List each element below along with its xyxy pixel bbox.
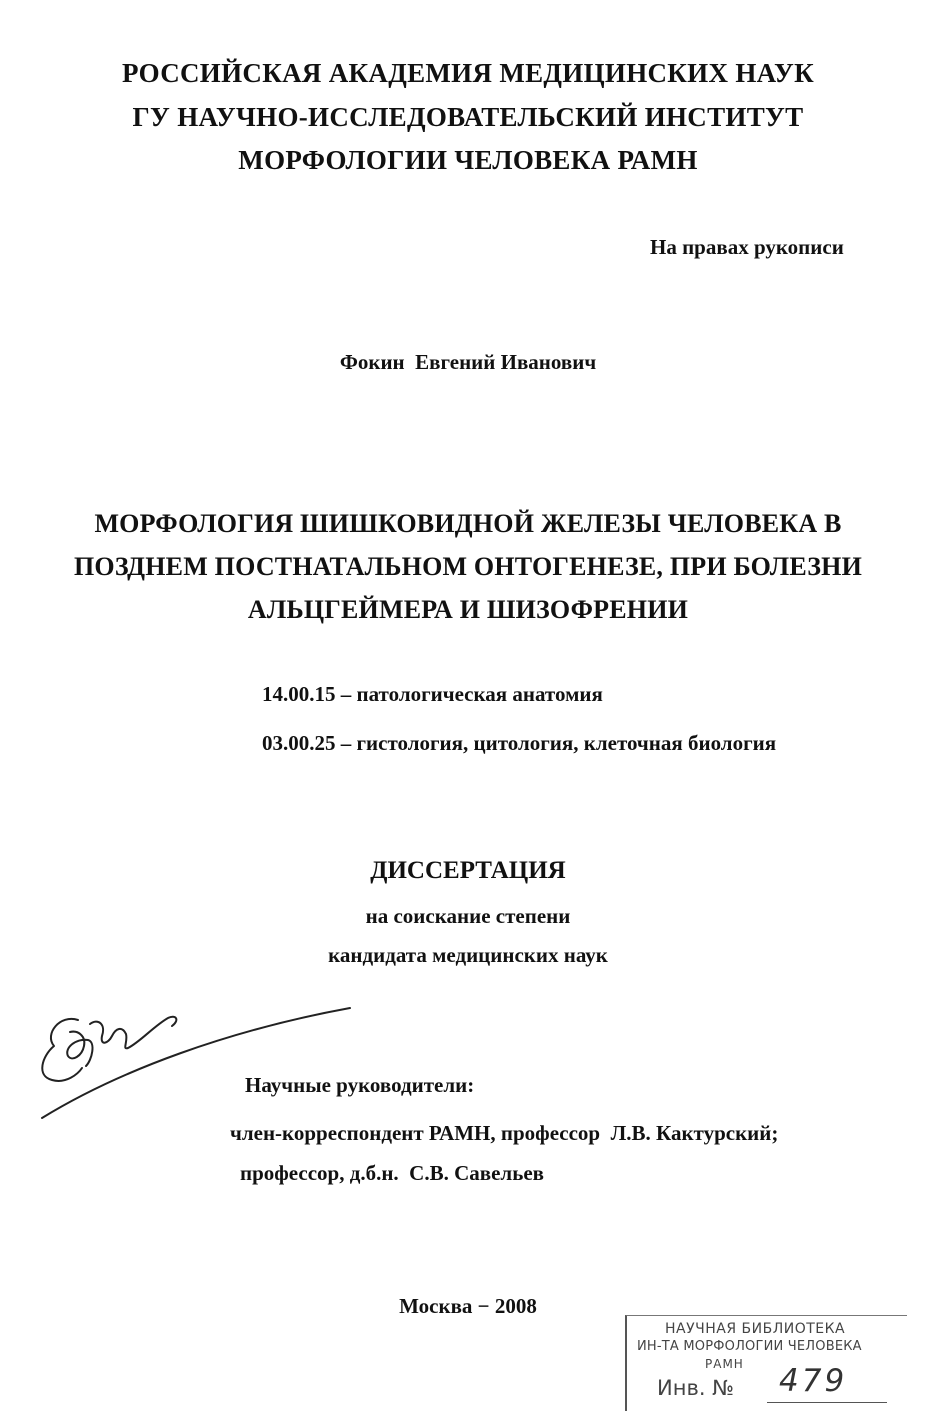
institution-line-3: МОРФОЛОГИИ ЧЕЛОВЕКА РАМН <box>238 145 698 175</box>
thesis-title-line-1: МОРФОЛОГИЯ ШИШКОВИДНОЙ ЖЕЛЕЗЫ ЧЕЛОВЕКА В <box>94 509 842 538</box>
document-type: ДИССЕРТАЦИЯ <box>370 857 566 884</box>
thesis-title-line-3: АЛЬЦГЕЙМЕРА И ШИЗОФРЕНИИ <box>247 595 689 624</box>
specialty-1: 14.00.15 – патологическая анатомия <box>262 682 603 706</box>
thesis-title-line-2: ПОЗДНЕМ ПОСТНАТАЛЬНОМ ОНТОГЕНЕЗЕ, ПРИ БОЛЕЗНИ <box>73 552 863 581</box>
library-stamp <box>625 1315 907 1411</box>
stamp-underline <box>767 1402 887 1403</box>
supervisors-heading: Научные руководители: <box>245 1073 475 1097</box>
place-year: Москва − 2008 <box>399 1294 537 1318</box>
institution-line-1: РОССИЙСКАЯ АКАДЕМИЯ МЕДИЦИНСКИХ НАУК <box>121 58 815 88</box>
stamp-line-2: ИН-ТА МОРФОЛОГИИ ЧЕЛОВЕКА <box>637 1339 862 1354</box>
specialty-2: 03.00.25 – гистология, цитология, клеточная биология <box>262 731 777 755</box>
degree-line-1: на соискание степени <box>365 904 571 928</box>
stamp-inventory-number: 479 <box>779 1363 848 1399</box>
stamp-line-3: РАМН <box>705 1357 744 1371</box>
degree-line-2: кандидата медицинских наук <box>328 943 608 967</box>
supervisor-2: профессор, д.б.н. С.В. Савельев <box>240 1161 544 1185</box>
institution-line-2: ГУ НАУЧНО-ИССЛЕДОВАТЕЛЬСКИЙ ИНСТИТУТ <box>132 102 804 132</box>
supervisor-1: член-корреспондент РАМН, профессор Л.В. Кактурский; <box>230 1121 779 1145</box>
handwritten-signature <box>30 990 360 1125</box>
rights-note: На правах рукописи <box>650 235 844 259</box>
stamp-inventory-label: Инв. № <box>657 1376 735 1400</box>
stamp-line-1: НАУЧНАЯ БИБЛИОТЕКА <box>665 1321 846 1337</box>
author-name: Фокин Евгений Иванович <box>339 350 597 374</box>
